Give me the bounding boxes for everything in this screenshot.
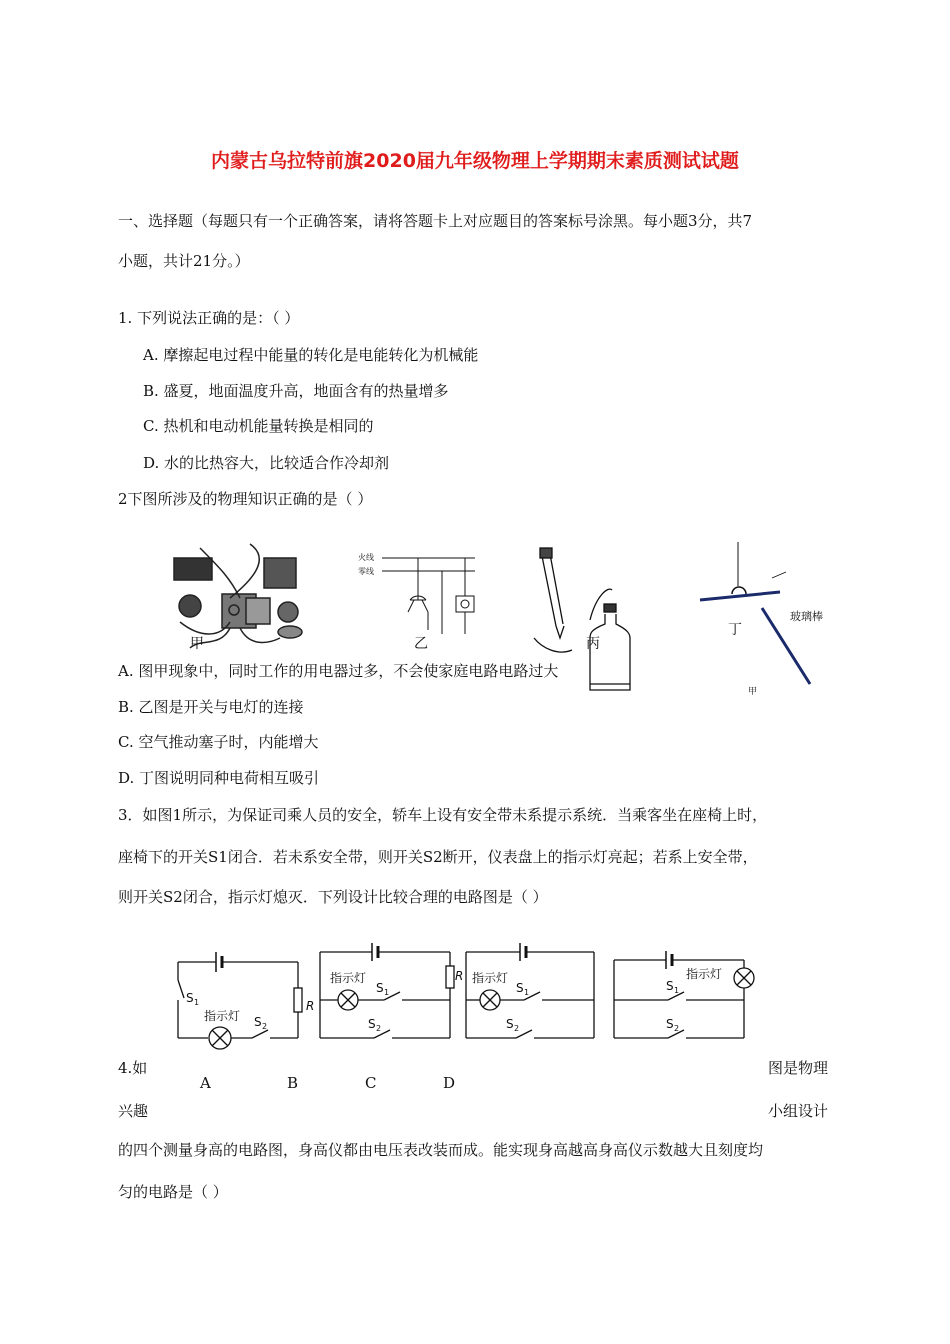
circuit-d-s1-sub: 1	[674, 986, 680, 995]
q2-option-c: C. 空气推动塞子时，内能增大	[118, 733, 319, 751]
glass-rod-label: 玻璃棒	[790, 610, 823, 623]
section-instructions-line2: 小题，共计21分。）	[118, 252, 250, 270]
q4-right1: 图是物理	[768, 1059, 829, 1077]
circuit-c-s2: S	[506, 1017, 514, 1031]
fig-label-ding: 丁	[728, 622, 742, 638]
circuit-b-lamp-label: 指示灯	[330, 971, 367, 985]
circuit-c-s1: S	[516, 981, 524, 995]
circuit-label-a: A	[200, 1074, 211, 1092]
circuit-d-s2-sub: 2	[674, 1024, 680, 1033]
fig-label-yi: 乙	[414, 636, 428, 652]
q3-line3: 则开关S2闭合，指示灯熄灭．下列设计比较合理的电路图是（ ）	[118, 888, 548, 906]
section-instructions-line1: 一、选择题（每题只有一个正确答案，请将答题卡上对应题目的答案标号涂黑。每小题3分，共7	[118, 212, 753, 230]
circuit-d-s2: S	[666, 1017, 674, 1031]
fig-label-bing: 丙	[586, 636, 600, 652]
fig-label-jia: 甲	[190, 636, 204, 652]
circuit-a-s2: S	[254, 1015, 262, 1029]
circuit-b-s1-sub: 1	[384, 988, 390, 997]
circuit-b-s1: S	[376, 981, 384, 995]
circuit-c-s1-sub: 1	[524, 988, 530, 997]
circuit-d-lamp-label: 指示灯	[686, 967, 723, 981]
q3-circuits	[168, 940, 768, 1050]
circuit-c	[466, 943, 594, 1038]
q4-right2: 小组设计	[768, 1102, 829, 1120]
circuit-a-r: R	[306, 999, 315, 1013]
q2-option-d: D. 丁图说明同种电荷相互吸引	[118, 769, 320, 787]
q2-figure	[160, 538, 840, 708]
q2-stem: 2下图所涉及的物理知识正确的是（ ）	[118, 490, 373, 508]
q1-option-b: B. 盛夏，地面温度升高，地面含有的热量增多	[143, 382, 449, 400]
circuit-d	[614, 951, 754, 1038]
circuit-label-c: C	[365, 1074, 377, 1092]
q1-option-a: A. 摩擦起电过程中能量的转化是电能转化为机械能	[143, 346, 479, 364]
circuit-a-s2-sub: 2	[262, 1022, 268, 1031]
circuit-label-b: B	[287, 1074, 299, 1092]
q2-option-a: A. 图甲现象中，同时工作的用电器过多，不会使家庭电路电路过大	[118, 662, 559, 680]
circuit-a-s1-sub: 1	[194, 998, 200, 1007]
circuit-a-s1: S	[186, 991, 194, 1005]
circuit-c-s2-sub: 2	[514, 1024, 520, 1033]
q1-option-d: D. 水的比热容大，比较适合作冷却剂	[143, 454, 390, 472]
q4-line4: 匀的电路是（ ）	[118, 1183, 228, 1201]
q4-line3: 的四个测量身高的电路图，身高仪都由电压表改装而成。能实现身高越高身高仪示数越大且刻度均	[118, 1141, 764, 1159]
q4-left2: 兴趣	[118, 1102, 149, 1120]
circuit-a-lamp-label: 指示灯	[204, 1009, 241, 1023]
q3-line2: 座椅下的开关S1闭合．若未系安全带，则开关S2断开，仪表盘上的指示灯亮起；若系上安全带，	[118, 848, 758, 866]
circuit-b-s2-sub: 2	[376, 1024, 382, 1033]
circuit-c-lamp-label: 指示灯	[472, 971, 509, 985]
q2-option-b: B. 乙图是开关与电灯的连接	[118, 698, 304, 716]
circuit-b-s2: S	[368, 1017, 376, 1031]
q1-stem: 1. 下列说法正确的是：（ ）	[118, 309, 300, 327]
neutral-wire-label: 零线	[358, 567, 374, 576]
fig-wiring-drawing	[382, 558, 475, 634]
q1-option-c: C. 热机和电动机能量转换是相同的	[143, 417, 374, 435]
fig-small-label: 甲	[748, 687, 758, 697]
q3-line1: 3．如图1所示，为保证司乘人员的安全，轿车上设有安全带未系提示系统．当乘客坐在座椅上时，	[118, 806, 768, 824]
circuit-label-d: D	[443, 1074, 456, 1092]
q4-left1: 4.如	[118, 1059, 148, 1077]
fig-appliances-drawing	[174, 544, 302, 648]
circuit-b-r: R	[455, 969, 464, 983]
page-title: 内蒙古乌拉特前旗2020届九年级物理上学期期末素质测试试题	[211, 150, 739, 172]
circuit-d-s1: S	[666, 979, 674, 993]
fire-wire-label: 火线	[358, 553, 374, 562]
